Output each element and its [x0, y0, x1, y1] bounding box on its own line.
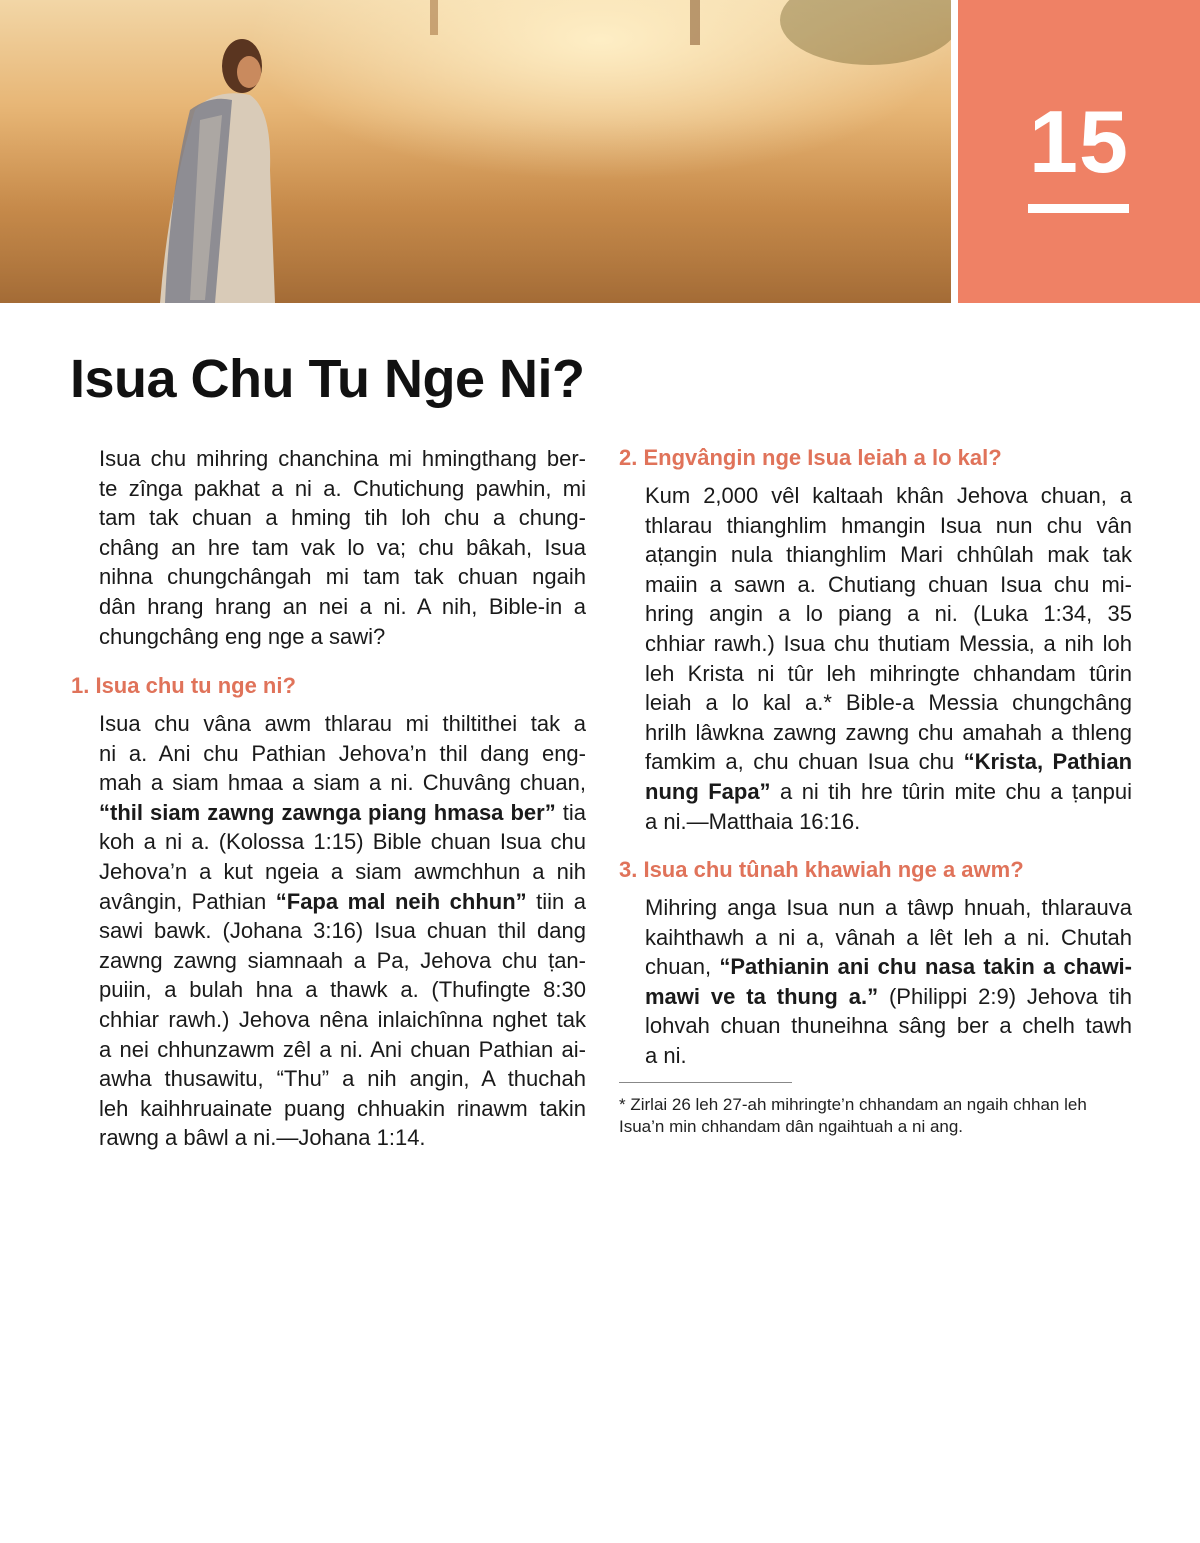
text-line: châng an hre tam vak lo va; chu bâkah, Isua	[99, 534, 586, 560]
text-line	[99, 798, 586, 828]
bold-quote: “Pathianin ani chu nasa takin a chawi-	[719, 954, 1132, 980]
text-line: hring angin a lo piang a ni. (Luka 1:34, 35	[645, 601, 1132, 627]
chapter-underline	[1028, 204, 1129, 213]
text-segment: avângin, Pathian	[99, 888, 276, 914]
text-line	[645, 952, 1132, 982]
text-line: a ni.	[645, 1042, 687, 1068]
text-line	[645, 777, 1132, 807]
text-line: awha thusawitu, “Thu” a nih angin, A thuchah	[99, 1066, 586, 1092]
section-1-body	[99, 709, 586, 1153]
hero-photo-jesus-in-field	[0, 0, 951, 303]
text-line: Kum 2,000 vêl kaltaah khân Jehova chuan, a	[645, 483, 1132, 508]
text-line: koh a ni a. (Kolossa 1:15) Bible chuan Isua chu	[99, 829, 586, 855]
text-line: sawi bawk. (Johana 3:16) Isua chuan thil dang	[99, 918, 586, 944]
text-line: dân hrang hrang an nei a ni. A nih, Bible-in a	[99, 593, 586, 619]
text-line: aṭangin nula thianghlim Mari chhûlah mak tak	[645, 542, 1132, 568]
page-title: Isua Chu Tu Nge Ni?	[70, 349, 585, 409]
chapter-number: 15	[1029, 92, 1129, 191]
text-line: mah a siam hmaa a siam a ni. Chuvâng chuan,	[99, 770, 586, 796]
text-line: lohvah chuan thuneihna sâng ber a chelh tawh	[645, 1013, 1132, 1039]
text-line: Mihring anga Isua nun a tâwp hnuah, thlarauva	[645, 895, 1132, 920]
text-line: a ni.—Matthaia 16:16.	[645, 808, 861, 834]
text-line: leiah a lo kal a.* Bible-a Messia chungchâng	[645, 690, 1132, 716]
text-line: Jehova’n a kut ngeia a siam awmchhun a nih	[99, 858, 586, 884]
field-illustration	[0, 0, 951, 303]
intro-paragraph	[99, 444, 586, 651]
bold-quote: “thil siam zawng zawnga piang hmasa ber”	[99, 799, 556, 825]
text-line: leh Krista ni tûr leh mihringte chhandam tûrin	[645, 660, 1132, 686]
text-line: Isua chu vâna awm thlarau mi thiltithei tak a	[99, 711, 586, 736]
question-3-heading: 3. Isua chu tûnah khawiah nge a awm?	[619, 857, 1024, 882]
question-2-heading: 2. Engvângin nge Isua leiah a lo kal?	[619, 445, 1002, 470]
text-line: hrilh lâwkna zawng zawng chu amahah a thleng	[645, 719, 1132, 745]
text-line: thlarau thianghlim hmangin Isua nun chu vân	[645, 512, 1132, 538]
text-line: chhiar rawh.) Isua chu thutiam Messia, a nih loh	[645, 630, 1132, 656]
text-line: chhiar rawh.) Jehova nêna inlaichînna nghet tak	[99, 1006, 586, 1032]
footnote-line: Isua’n min chhandam dân ngaihtuah a ni ang.	[619, 1117, 964, 1136]
section-2-body	[645, 481, 1132, 836]
text-line	[99, 887, 586, 917]
footnote-line: * Zirlai 26 leh 27-ah mihringte’n chhandam an ngaih chhan leh	[619, 1095, 1087, 1114]
text-line: chungchâng eng nge a sawi?	[99, 623, 386, 649]
text-line: leh kaihhruainate puang chhuakin rinawm takin	[99, 1095, 586, 1121]
text-line: te zînga pakhat a ni a. Chutichung pawhin, mi	[99, 475, 586, 501]
text-line: tam tak chuan a hming tih loh chu a chung-	[99, 505, 586, 531]
footnote	[619, 1094, 1087, 1138]
bold-quote: mawi ve ta thung a.”	[645, 983, 879, 1009]
text-segment: famkim a, chu chuan Isua chu	[645, 749, 964, 775]
chapter-number-box	[958, 0, 1200, 303]
text-line: zawng zawng siamnaah a Pa, Jehova chu ṭan-	[99, 947, 586, 973]
text-segment: a ni tih hre tûrin mite chu a ṭanpui	[770, 778, 1132, 804]
bold-quote: “Fapa mal neih chhun”	[275, 888, 527, 914]
text-segment: tiin a	[526, 888, 586, 914]
text-segment: (Philippi 2:9) Jehova tih	[878, 983, 1133, 1009]
section-3-body	[645, 893, 1132, 1071]
text-segment: chuan,	[645, 954, 720, 980]
text-line: kaihthawh a ni a, vânah a lêt leh a ni. Chutah	[645, 924, 1132, 950]
text-segment: tia	[555, 799, 586, 825]
text-line: rawng a bâwl a ni.—Johana 1:14.	[99, 1125, 426, 1151]
text-line	[645, 747, 1132, 777]
text-line: maiin a sawn a. Chutiang chuan Isua chu mi-	[645, 571, 1132, 597]
footnote-divider	[619, 1082, 792, 1083]
text-line: ni a. Ani chu Pathian Jehova’n thil dang eng-	[99, 740, 586, 766]
question-1-heading: 1. Isua chu tu nge ni?	[71, 673, 296, 698]
text-line: Isua chu mihring chanchina mi hmingthang ber-	[99, 446, 586, 471]
text-line: a nei chhunzawm zêl a ni. Ani chuan Pathian ai-	[99, 1036, 586, 1062]
text-line: nihna chungchângah mi tam tak chuan ngaih	[99, 564, 586, 590]
bold-quote: “Krista, Pathian	[963, 749, 1133, 775]
text-line	[645, 982, 1132, 1012]
text-line: puiin, a bulah hna a thawk a. (Thufingte 8:30	[99, 977, 586, 1003]
bold-quote: nung Fapa”	[645, 778, 771, 804]
